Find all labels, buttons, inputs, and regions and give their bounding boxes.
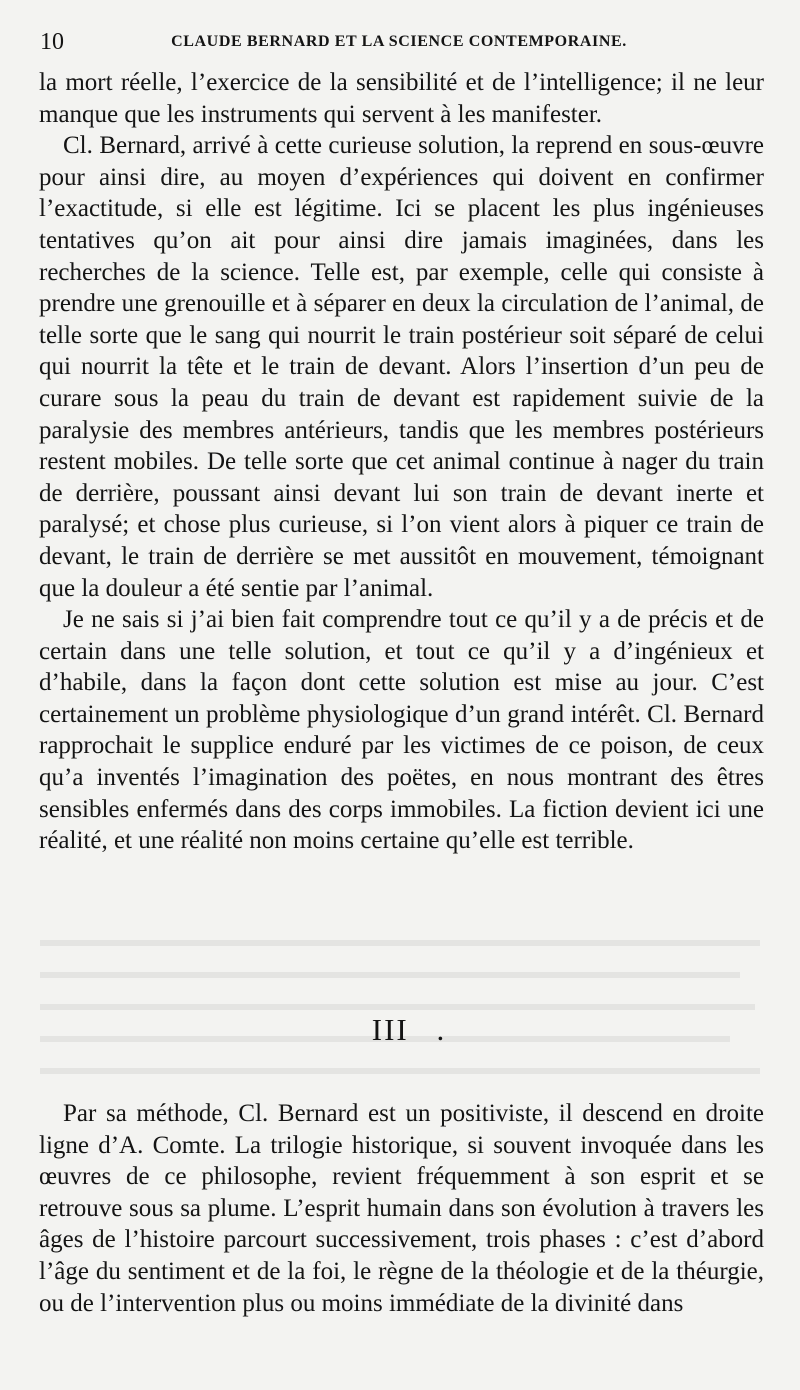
section-number: III — [371, 1012, 409, 1047]
page-number: 10 — [40, 29, 64, 55]
running-head — [40, 26, 768, 58]
show-through-texture — [0, 930, 800, 1080]
paragraph-experiment: Cl. Bernard, arrivé à cette curieuse solution, la reprend en sous-œuvre pour ainsi dire, au moyen d’expériences qui doivent en confirmer l’exactitude, si elle est légitime. Ici se placent les plus ingénieuses tentatives qu’on ait pour ainsi dire jamais imaginées, dans les recherches de la science. Telle est, par exemple, celle qui consiste à prendre une grenouille et à séparer en deux la circulation de l’animal, de telle sorte que le sang qui nourrit le train postérieur soit séparé de celui qui nourrit la tête et le train de devant. Alors l’insertion d’un peu de curare sous la peau du train de devant est rapidement suivie de la paralysie des membres antérieurs, tandis que les membres postérieurs restent mobiles. De telle sorte que cet animal continue à nager du train de derrière, poussant ainsi devant lui son train de devant inerte et paralysé; et chose plus curieuse, si l’on vient alors à piquer ce train de devant, le train de derrière se met aussitôt en mouvement, témoignant que la douleur a été sentie par l’animal. — [39, 132, 764, 602]
running-title: CLAUDE BERNARD ET LA SCIENCE CONTEMPORAINE. — [171, 33, 627, 50]
paragraph-positivism: Par sa méthode, Cl. Bernard est un positiviste, il descend en droite ligne d’A. Comte. La trilogie historique, si souvent invoquée dans les œuvres de ce philosophe, revient fréquemment à son esprit et se retrouve sous sa plume. L’esprit humain dans son évolution à travers les âges de l’histoire parcourt successivement, trois phases : c’est d’abord l’âge du sentiment et de la foi, le règne de la théologie et de la théurgie, ou de l’intervention plus ou moins immédiate de la divinité dans — [39, 1100, 764, 1317]
paragraph-commentary: Je ne sais si j’ai bien fait comprendre tout ce qu’il y a de précis et de certain dans une telle solution, et tout ce qu’il y a d’ingénieux et d’habile, dans la façon dont cette solution est mise au jour. C’est certainement un problème physiologique d’un grand intérêt. Cl. Bernard rapprochait le supplice enduré par les victimes de ce poison, de ceux qu’a inventés l’imagination des poëtes, en nous montrant des êtres sensibles enfermés dans des corps immobiles. La fiction devient ici une réalité, et une réalité non moins certaine qu’elle est terrible. — [39, 606, 764, 855]
section-mark: . — [436, 1012, 447, 1047]
paragraph-continued: la mort réelle, l’exercice de la sensibilité et de l’intelligence; il ne leur manque que les instruments qui servent à les manifester. — [39, 69, 764, 128]
section-heading — [0, 1010, 800, 1050]
body-text-upper — [39, 67, 764, 857]
body-text-lower — [39, 1098, 764, 1319]
